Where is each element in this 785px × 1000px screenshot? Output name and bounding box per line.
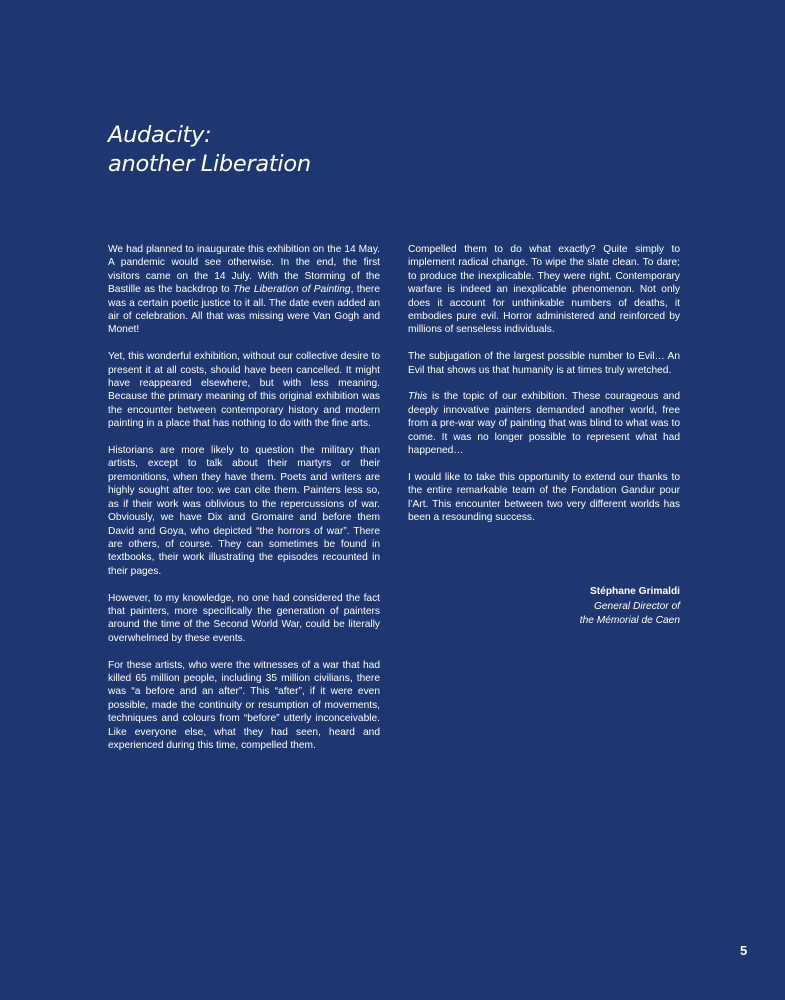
text-run: For these artists, who were the witnesses of a war that had killed 65 million people, including 35 million civilians, there was “a before and an after”. This “after”, if it were even possible, made the continuity or resumption of movements, techniques and colours from “before” utterly inconceivable. Like everyone else, what they had seen, heard and experienced during this time, compelled them. xyxy=(108,659,380,751)
text-run: However, to my knowledge, no one had considered the fact that painters, more specifically the generation of painters around the time of the Second World War, could be literally overwhelmed by these events. xyxy=(108,592,380,644)
title-line-1: Audacity: xyxy=(108,122,212,148)
text-run: Historians are more likely to question the military than artists, except to talk about their martyrs or their premonitions, when they have them. Poets and writers are highly sought after too: we can cite them. Painters less so, as if their work was oblivious to the repercussions of war. Obviously, we have Dix and Gromaire and before them David and Goya, who depicted “the horrors of war”. There are others, of course. They can sometimes be found in textbooks, their work illustrating the episodes recounted in their pages. xyxy=(108,445,380,577)
page-number: 5 xyxy=(740,943,748,958)
paragraph xyxy=(108,350,380,430)
text-run: I would like to take this opportunity to extend our thanks to the entire remarkable team of the Fondation Gandur pour l’Art. This encounter between two very different worlds has been a resounding success. xyxy=(408,471,680,524)
author-name: Stéphane Grimaldi xyxy=(589,586,680,597)
signature-block xyxy=(580,585,680,627)
italic-text: This xyxy=(408,391,428,403)
left-column xyxy=(108,243,380,766)
right-column xyxy=(408,243,680,538)
title-line-2: another Liberation xyxy=(108,151,311,177)
text-run: Compelled them to do what exactly? Quite simply to implement radical change. To wipe the slate clean. To dare; to produce the inexplicable. They were right. Contemporary warfare is indeed an inexplicable phenomenon. Not only does it account for unthinkable numbers of deaths, it embodies pure evil. Horror administered and reinforced by millions of senseless individuals. xyxy=(408,244,680,336)
paragraph xyxy=(108,243,380,337)
author-role-line-1: General Director of xyxy=(593,601,680,613)
paragraph xyxy=(408,243,680,337)
text-run: Yet, this wonderful exhibition, without our collective desire to present it at all costs, should have been cancelled. It might have reappeared elsewhere, but with less meaning. Because the primary meaning of this original exhibition was the encounter between contemporary history and modern painting in a place that has nothing to do with the fine arts. xyxy=(108,351,380,430)
text-run: The subjugation of the largest possible number to Evil… An Evil that shows us that humanity is at times truly wretched. xyxy=(408,351,680,376)
page-title xyxy=(108,121,311,179)
text-run: is the topic of our exhibition. These courageous and deeply innovative painters demanded another world, free from a pre-war way of painting that was blind to what was to come. It was no longer possible to represent what had happened… xyxy=(408,391,680,457)
paragraph xyxy=(108,444,380,578)
paragraph xyxy=(108,659,380,753)
text-run: We had planned to inaugurate this exhibition on the 14 May. A pandemic would see otherwise. In the end, the first visitors came on the 14 July. With the Storming of the Bastille as the backdrop to xyxy=(108,244,380,296)
paragraph xyxy=(408,390,680,457)
text-run: , there was a certain poetic justice to it all. The date even added an air of celebration. All that was missing were Van Gogh and Monet! xyxy=(108,284,380,336)
paragraph xyxy=(408,471,680,525)
author-role-line-2: the Mémorial de Caen xyxy=(579,614,680,626)
paragraph xyxy=(408,350,680,377)
italic-text: The Liberation of Painting xyxy=(232,284,351,296)
paragraph xyxy=(108,592,380,646)
